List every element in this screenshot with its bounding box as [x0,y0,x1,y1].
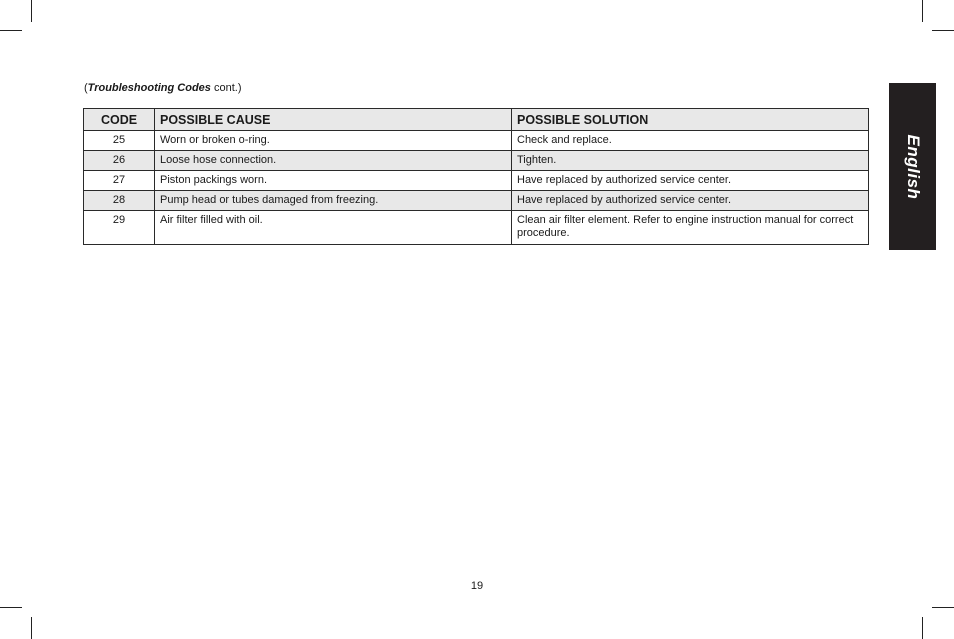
page-number: 19 [470,580,484,592]
table-row [84,191,869,211]
table-row [84,151,869,171]
crop-mark-bottom-right-v [922,617,923,639]
language-side-tab [889,83,936,250]
cell-solution: Have replaced by authorized service center. [512,191,869,211]
column-header-code: CODE [84,109,155,131]
crop-mark-bottom-left-h [0,607,22,608]
crop-mark-top-left-v [31,0,32,22]
cell-code: 25 [84,131,155,151]
column-header-cause: POSSIBLE CAUSE [155,109,512,131]
section-subtitle [84,82,242,94]
cell-cause: Pump head or tubes damaged from freezing. [155,191,512,211]
crop-mark-top-right-h [932,30,954,31]
cell-code: 29 [84,211,155,245]
troubleshooting-table [83,108,869,245]
subtitle-open-paren: ( [84,82,88,94]
cell-solution: Have replaced by authorized service center. [512,171,869,191]
cell-cause: Worn or broken o-ring. [155,131,512,151]
crop-mark-top-left-h [0,30,22,31]
cell-solution: Clean air filter element. Refer to engine instruction manual for correct procedure. [512,211,869,245]
crop-mark-top-right-v [922,0,923,22]
crop-mark-bottom-left-v [31,617,32,639]
cell-code: 28 [84,191,155,211]
table-row [84,171,869,191]
cell-solution: Tighten. [512,151,869,171]
cell-cause: Piston packings worn. [155,171,512,191]
column-header-solution: POSSIBLE SOLUTION [512,109,869,131]
language-tab-label: English [903,134,923,199]
cell-code: 26 [84,151,155,171]
table-row [84,211,869,245]
cell-solution: Check and replace. [512,131,869,151]
cell-cause: Air filter filled with oil. [155,211,512,245]
cell-code: 27 [84,171,155,191]
cell-cause: Loose hose connection. [155,151,512,171]
crop-mark-bottom-right-h [932,607,954,608]
table-row [84,131,869,151]
subtitle-section-title: Troubleshooting Codes [87,82,211,94]
subtitle-continued: cont.) [210,82,242,94]
table-header-row [84,109,869,131]
